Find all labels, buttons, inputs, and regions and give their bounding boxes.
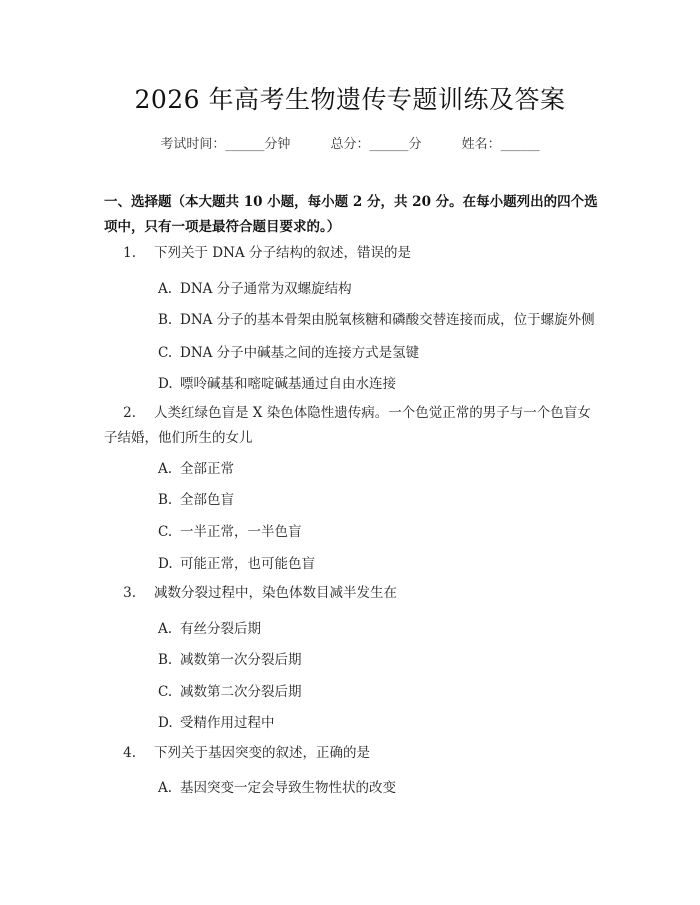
option-text: 基因突变一定会导致生物性状的改变 (180, 780, 396, 796)
option-text: 减数第一次分裂后期 (180, 652, 302, 668)
question-number: 1. (123, 245, 136, 261)
option-text: 一半正常，一半色盲 (180, 524, 302, 540)
question-2 (104, 401, 604, 451)
option-letter: D. (158, 715, 173, 731)
option-text: 减数第二次分裂后期 (180, 684, 302, 700)
option-letter: C. (158, 524, 173, 540)
option-text: 受精作用过程中 (180, 715, 275, 731)
question-3-option-c (158, 680, 618, 700)
option-letter: B. (158, 492, 173, 508)
page-title: 2026 年高考生物遗传专题训练及答案 (134, 85, 566, 114)
option-letter: C. (158, 684, 173, 700)
question-2-option-d (158, 552, 618, 572)
option-letter: B. (158, 312, 173, 328)
option-text: DNA 分子的基本骨架由脱氧核糖和磷酸交替连接而成，位于螺旋外侧 (180, 312, 595, 328)
option-text: 全部色盲 (180, 492, 234, 508)
option-text: DNA 分子通常为双螺旋结构 (180, 281, 352, 297)
question-number: 4. (123, 745, 136, 761)
option-text: 嘌呤碱基和嘧啶碱基通过自由水连接 (180, 376, 396, 392)
total-score-field: 总分：______分 (330, 137, 422, 152)
question-stem: 人类红绿色盲是 X 染色体隐性遗传病。一个色觉正常的男子与一个色盲女子结婚，他们所生的女儿 (104, 405, 591, 446)
question-1-option-d (158, 372, 618, 392)
question-1-option-a (158, 277, 618, 297)
option-letter: D. (158, 556, 173, 572)
question-number: 3. (123, 585, 136, 601)
option-text: 有丝分裂后期 (180, 621, 261, 637)
question-stem: 下列关于基因突变的叙述，正确的是 (154, 745, 370, 761)
question-stem: 下列关于 DNA 分子结构的叙述，错误的是 (154, 245, 411, 261)
question-2-option-c (158, 520, 618, 540)
question-4-option-a (158, 776, 618, 796)
option-letter: A. (158, 281, 173, 297)
question-number: 2. (123, 405, 136, 421)
question-1-option-c (158, 341, 618, 361)
option-text: 全部正常 (180, 461, 234, 477)
student-name-field: 姓名：______ (461, 137, 540, 152)
question-1 (104, 241, 624, 266)
question-3 (104, 581, 624, 606)
option-letter: A. (158, 780, 173, 796)
question-3-option-b (158, 648, 618, 668)
exam-time-field: 考试时间：______分钟 (160, 137, 291, 152)
option-letter: C. (158, 345, 173, 361)
option-text: 可能正常，也可能色盲 (180, 556, 315, 572)
question-3-option-d (158, 711, 618, 731)
option-letter: A. (158, 621, 173, 637)
option-letter: B. (158, 652, 173, 668)
question-stem: 减数分裂过程中，染色体数目减半发生在 (154, 585, 397, 601)
option-text: DNA 分子中碱基之间的连接方式是氢键 (180, 345, 420, 361)
question-3-option-a (158, 617, 618, 637)
question-4 (104, 741, 624, 766)
question-1-option-b (158, 308, 618, 328)
exam-info-line (0, 133, 700, 152)
question-2-option-a (158, 457, 618, 477)
section-heading: 一、选择题（本大题共 10 小题，每小题 2 分，共 20 分。在每小题列出的四个选项中，只有一项是最符合题目要求的。） (104, 194, 598, 235)
option-letter: A. (158, 461, 173, 477)
question-2-option-b (158, 488, 618, 508)
option-letter: D. (158, 376, 173, 392)
